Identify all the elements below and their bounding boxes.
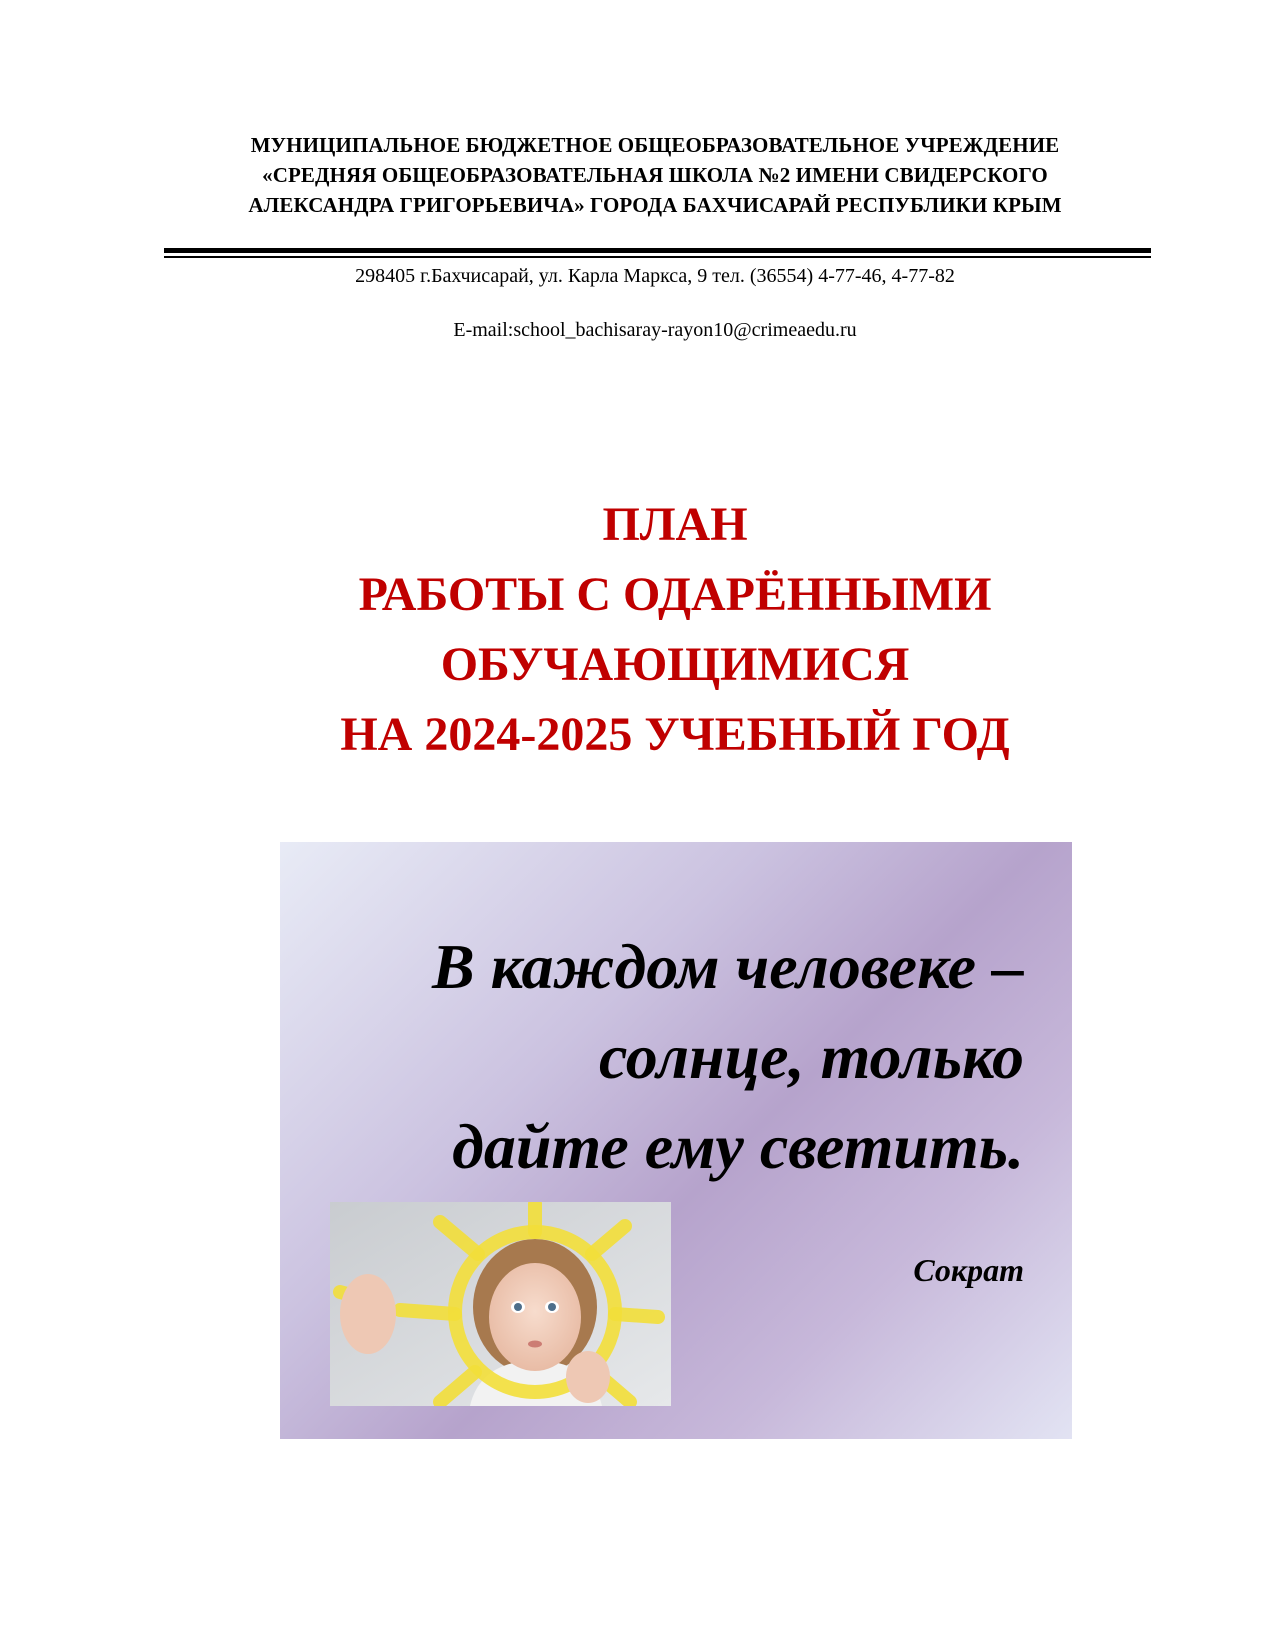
quote-banner (280, 842, 1072, 1439)
quote-line-2: солнце, только (598, 1021, 1024, 1092)
child-sun-photo (330, 1202, 671, 1406)
header-rule-thin (164, 256, 1151, 258)
header-line-2: «СРЕДНЯЯ ОБЩЕОБРАЗОВАТЕЛЬНАЯ ШКОЛА №2 ИМЕНИ СВИДЕРСКОГО (262, 163, 1048, 187)
quote-author: Сократ (913, 1252, 1024, 1288)
quote-text (304, 922, 1024, 1192)
quote-line-1: В каждом человеке – (431, 931, 1024, 1002)
quote-line-3: дайте ему светить. (452, 1111, 1024, 1182)
header-line-3: АЛЕКСАНДРА ГРИГОРЬЕВИЧА» ГОРОДА БАХЧИСАРАЙ РЕСПУБЛИКИ КРЫМ (248, 193, 1062, 217)
school-email: E-mail:school_bachisaray-rayon10@crimeaedu.ru (453, 319, 857, 341)
header-line-1: МУНИЦИПАЛЬНОЕ БЮДЖЕТНОЕ ОБЩЕОБРАЗОВАТЕЛЬНОЕ УЧРЕЖДЕНИЕ (250, 133, 1060, 157)
header-rule-thick (164, 248, 1151, 253)
school-header (150, 130, 1160, 220)
title-line-3: ОБУЧАЮЩИМИСЯ (440, 638, 910, 691)
document-title (200, 490, 1150, 770)
title-line-4: НА 2024-2025 УЧЕБНЫЙ ГОД (340, 708, 1010, 761)
title-line-1: ПЛАН (602, 498, 748, 551)
school-address: 298405 г.Бахчисарай, ул. Карла Маркса, 9 тел. (36554) 4-77-46, 4-77-82 (355, 265, 955, 287)
title-line-2: РАБОТЫ С ОДАРЁННЫМИ (358, 568, 992, 621)
